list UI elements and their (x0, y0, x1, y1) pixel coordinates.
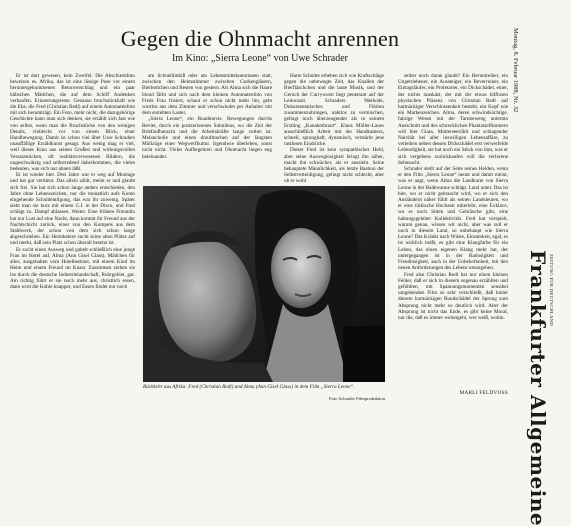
article-column-3 (284, 73, 384, 183)
paragraph: „Sierra Leone“, ein Roadmovie. Bewegungen durchs Revier, durch ein postzerissenes Subnileus, wo die Zeit der Briefaufbauscht und die Arbeitskräfte lange vorbei ist. Melancholie und einen draufmachen auf der längsten Müllzüge einer Wegwerfkultur. Irgendwie überleben, sonst nicht nicht. Vieles Aufbegehren und Ohnmacht liegen eng beieinander. (142, 116, 272, 160)
paragraph: am Schnellimbiß oder am Lebensmittelautomaten statt, zwischen den Heimstimmer zwischen Gurkengläsern, Bierbottchen und Besten von gestern. Als Alma sich die Haare blond färbt und sich nach dem kleinen Automatenfoto von Freds Frau frisiert, schaut er schon nicht mehr hin, geht wortlos aus dem Zimmer und verschwindet per Anhalter mit dem erstebten Laster. (142, 73, 272, 117)
article-author: MARLI FELDVOSS (459, 390, 508, 396)
article-column-1 (10, 73, 135, 403)
film-still-image (143, 186, 385, 382)
photo-credit: Foto Schrader Filmproduktion (329, 396, 385, 401)
date-line (512, 28, 522, 288)
paragraph: Schrader stellt auf der Seite seines Helden, wenn er den Film „Sierra Leone“ nennt und damit meint, was er angt, wenn Alma die Landkarte von Sierra Leone in der Badewanne schlägt. Land unter. Das ist hier, wo er nicht gebraucht wird, wo er sich den Ausländern näher fühlt als seinen Landsleuten, wo er eine türkische Hochzeit miterlebt, eine Exklave, wo es noch Sitten und Gebräuche gibt, eine haltungsgeleiter Kollektivität. Fred hat verspielt, warum genau, wissen wir nicht, aber was soll er noch in diesem Land, so unbehaupt wie Sierra Leone? Das Kränkt nach Wüste, Einsamkeit, egal, es ist wirklich heißt, es gibt eine Klangfarbe für ein Leben, das einen eigenen Klang mehr hat, der untergegangen ist in der Ratlosigkeit und Freudlosigkeit, auch in der Unbehofenheit, mit den neuen Anforderungen des Lebens umzugehen. (398, 166, 508, 272)
article-column-4 (398, 73, 508, 403)
article-column-2 (142, 73, 272, 183)
film-still-photo (143, 186, 385, 382)
masthead-tagline: ZEITUNG FÜR DEUTSCHLAND (549, 254, 554, 326)
paragraph: Harte Schnitte erheben sich wie Kraftschläge gegen die unbewegte Zeit, das Knallen der Bierfläschchen und die laute Musik, und der Geruch der Currywurst liegt penetrant auf der Leinwand. Schraders Methode, Dokumentarisches und Fiktion zusammenzubringen, nahtlos zu vermischen, gelingt noch überzeugender als in seinem Erstling „Kanakerbraut“. Klaus Müller-Laues ausschließlich Arbeit mit der Handkamera, schnell, sprunghaft, dynamisch, verstärkt jene rastlosen Eindrücke. (284, 73, 384, 148)
newspaper-masthead (526, 250, 556, 526)
paragraph: selber noch daran glaubt? Ein Heruntreiber, ein Ungetriebener, ein Aussteiger, ein Beverruiner, ein Eintagsläufer, ein Proletarier, ein Dickschädel, einer, der nichts rauskäst, der mit der etwas hilflosen physischen Präsenz von Christian Redl auf hartnäckiger Verschlossenheit besteht, ein Kopf wie ein Markenzeichen. Alma, deren schwindsüchtige, fahrige Wesen mit der Tarnbeweng untermn Ausschnitt und des schrecklichen Phantasieflimmern will hier Glass, Mutterseerühlt und schlagender Naivität bei aller inswilligen Lebensaffäre, zu verleihen neben dessen Dickschädel erst verwerfelde Lebendigkeit, sie hat noch ein Stück von ihm, was er sich vergebens zurückkaufen will die verlorene Sehnsucht. (398, 73, 508, 166)
article-subhead: Im Kino: „Sierra Leone“ von Uwe Schrader (171, 53, 349, 64)
paragraph: Dieser Fred ist kein sympathischer Held, aber seine Ausweglosigkeit bringt ihn näher, macht ihn schwächer, als er aussieht. Seine behauptete Männlichkeit, als letzte Bastion der Selbstverteidigung, gelingt nicht schlecht, aber ob er wohl (284, 147, 384, 183)
article-headline: Gegen die Ohnmacht anrennen (120, 26, 400, 51)
paragraph: Er sucht einen Ausweg und gabelt schließlich eine junge Frau im Hotel auf, Alma (Ann Gisel Glass), Mädchen für alles, ausgehalten vom Hotelbesitzer, mit einem Kind im Heim und einem Freund im Knast. Zusammen ziehen sie los durch die deutsche Industrielandschaft, Ruhrgebiet, gar. Am richtig führt er sie noch mehr aus, christlich essen, dann wird die Kohle knapper, und Essen findet nur noch (10, 246, 135, 290)
paragraph: Er ist dort gewesen, kein Zweifel. Die Abschiedsfoto beweisen es. Afrika, das ist eine lässige Pose vor einem heruntergekommenen Betonverschlag und ein paar hübschen Mädchen, die auf dem Schiff Andenken verkaufen. Erinnerungsreste. Genauso bruchstückhaft wie die Ehe, die Fred (Christian Redl) auf einem Automatenfoto mit sich herumträgt. Ein Foto, mehr nicht, die dazugehörige Geschichte kann man sich denken, sie erzählt sich fast wie von selbst, wenn man die Bruchstücke von den wenigen Details, vielleicht vor von einem Blick, einer Handbewegung. Damit ist schon viel über Uwe Schraders unauffällige Erzählkunst gesagt. Aus wenig mag er viel, weil dieses Kino aus seinen Großen und wirkungsvollen Versatzstücken, oft realitätsverwesenen Bildern, die ungeschwätzig und selbstredend daherkommen, die vieles bedeuten, was sich nur ahnen läßt. (10, 73, 135, 173)
paragraph: Er ist wieder hier. Drei Jahre war er weg auf Montage und hat gut verdient. Das allein zählt, meint er und glaubt sich frei. Sie hat sich schon lange anders entschieden, den Jahre ohne Lebenszeichen, nur die monatlich aufs Konto eingehende Schuldentilgung, das war ihr zuwenig. Später sieht man sie kurz mit einem G.I. in der Disco, und Fred schlägt zu. Dampf ablassen. Weiter. Eine frühere Freundin hat nur Lust auf eine Nacht, dann kommt ihr Freund aus der Nachtschicht zurück, einer von den Kumpels aus dem Stahlwerk, der schon von dem sich schon lange abgeschrieben. Ein Heimkehrer sucht seine alten Plätze auf und merkt, daß sein Platz schon überall besetzt ist. (10, 172, 135, 247)
masthead-title: Frankfurter Allgemeine (526, 250, 550, 526)
photo-caption: Rückkehr aus Afrika: Fred (Christian Redl) und Alma (Ann Gisel Glass) in dem Film „Sierra Leone“. (143, 384, 355, 390)
paragraph: Fred also Christian Redl hat nur einen kleinen Fehler, daß er sich in diesem sogenau erzählten und gefühlten, mit Spannungsmomenten sensibel umgehenden Film so sehr verschließt, daß hinter diesem hartnäckigen Rundschädel der Sprung zum Absprung nicht mehr so deutlich wird. Aber der Absprung ist nicht das Ende, es gibt keine Moral, nur die, daß es immer weitergeht, wer weiß, wohin. (398, 271, 508, 321)
date-line-text: Montag, 8. Februar 1988, Nr. 32 (512, 28, 519, 113)
